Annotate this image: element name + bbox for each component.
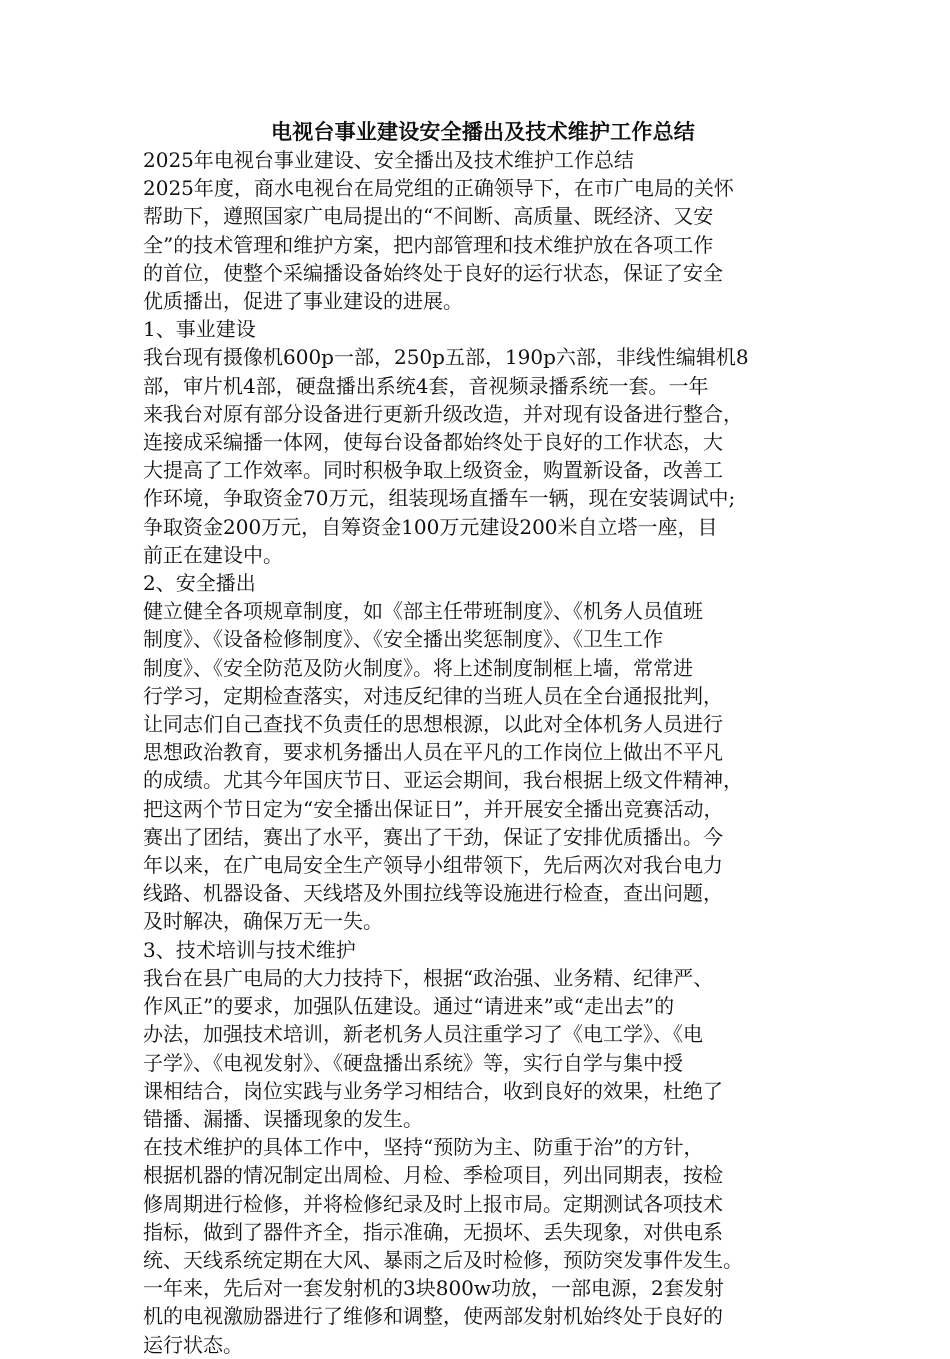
body-line: 帮助下，遵照国家广电局提出的“不间断、高质量、既经济、又安: [143, 204, 714, 229]
body-line: 一年来，先后对一套发射机的3块800w功放，一部电源，2套发射: [143, 1276, 724, 1301]
body-line: 的成绩。尤其今年国庆节日、亚运会期间，我台根据上级文件精神，: [143, 768, 743, 793]
body-line: 错播、漏播、误播现象的发生。: [143, 1106, 423, 1131]
body-line: 子学》、《电视发射》、《硬盘播出系统》等，实行自学与集中授: [143, 1050, 683, 1075]
section-heading: 3、技术培训与技术维护: [143, 937, 356, 962]
body-line: 思想政治教育，要求机务播出人员在平凡的工作岗位上做出不平凡: [143, 740, 723, 765]
body-line: 线路、机器设备、天线塔及外围拉线等设施进行检查，查出问题，: [143, 881, 723, 906]
body-line: 的首位，使整个采编播设备始终处于良好的运行状态，保证了安全: [143, 260, 723, 285]
body-line: 作风正”的要求，加强队伍建设。通过“请进来”或“走出去”的: [143, 994, 675, 1019]
body-line: 办法，加强技术培训，新老机务人员注重学习了《电工学》、《电: [143, 1022, 703, 1047]
body-line: 机的电视激励器进行了维修和调整，使两部发射机始终处于良好的: [143, 1304, 723, 1329]
body-line: 及时解决，确保万无一失。: [143, 909, 383, 934]
body-line: 修周期进行检修，并将检修纪录及时上报市局。定期测试各项技术: [143, 1191, 723, 1216]
body-line: 年以来，在广电局安全生产领导小组带领下，先后两次对我台电力: [143, 853, 723, 878]
body-line: 行学习，定期检查落实，对违反纪律的当班人员在全台通报批判，: [143, 683, 723, 708]
body-line: 全”的技术管理和维护方案，把内部管理和技术维护放在各项工作: [143, 232, 714, 257]
body-line: 2025年电视台事业建设、安全播出及技术维护工作总结: [143, 148, 634, 172]
body-line: 把这两个节日定为“安全播出保证日”，并开展安全播出竞赛活动，: [143, 796, 724, 821]
body-line: 连接成采编播一体网，使每台设备都始终处于良好的工作状态，大: [143, 430, 723, 455]
body-line: 课相结合，岗位实践与业务学习相结合，收到良好的效果，杜绝了: [143, 1078, 723, 1103]
body-line: 让同志们自己查找不负责任的思想根源，以此对全体机务人员进行: [143, 712, 723, 737]
body-line: 我台在县广电局的大力技持下，根据“政治强、业务精、纪律严、: [143, 965, 714, 990]
body-line: 争取资金200万元，自筹资金100万元建设200米自立塔一座，目: [143, 514, 718, 539]
section-heading: 2、安全播出: [143, 571, 256, 596]
body-line: 大提高了工作效率。同时积极争取上级资金，购置新设备，改善工: [143, 458, 723, 483]
document-page: [143, 118, 823, 1359]
body-line: 来我台对原有部分设备进行更新升级改造，并对现有设备进行整合，: [143, 401, 743, 426]
body-line: 指标，做到了器件齐全，指示准确，无损坏、丢失现象，对供电系: [143, 1219, 723, 1244]
body-line: 统、天线系统定期在大风、暴雨之后及时检修，预防突发事件发生。: [143, 1247, 743, 1272]
body-line: 前正在建设中。: [143, 542, 283, 567]
body-line: 2025年度，商水电视台在局党组的正确领导下，在市广电局的关怀: [143, 176, 734, 201]
document-body: [143, 146, 823, 1359]
body-line: 在技术维护的具体工作中，坚持“预防为主、防重于治”的方针，: [143, 1135, 704, 1160]
section-heading: 1、事业建设: [143, 317, 256, 342]
body-line: 健立健全各项规章制度，如《部主任带班制度》、《机务人员值班: [143, 599, 703, 624]
body-line: 部，审片机4部，硬盘播出系统4套，音视频录播系统一套。一年: [143, 373, 709, 398]
body-line: 优质播出，促进了事业建设的进展。: [143, 289, 463, 314]
body-line: 根据机器的情况制定出周检、月检、季检项目，列出同期表，按检: [143, 1163, 723, 1188]
body-line: 作环境，争取资金70万元，组装现场直播车一辆，现在安装调试中;: [143, 486, 736, 511]
document-title: 电视台事业建设安全播出及技术维护工作总结: [271, 119, 695, 144]
body-line: 制度》、《设备检修制度》、《安全播出奖惩制度》、《卫生工作: [143, 627, 663, 652]
body-line: 制度》、《安全防范及防火制度》。将上述制度制框上墙，常常进: [143, 655, 693, 680]
body-line: 运行状态。: [143, 1332, 243, 1357]
body-line: 我台现有摄像机600p一部，250p五部，190p六部，非线性编辑机8: [143, 345, 749, 370]
body-line: 赛出了团结，赛出了水平，赛出了干劲，保证了安排优质播出。今: [143, 824, 723, 849]
